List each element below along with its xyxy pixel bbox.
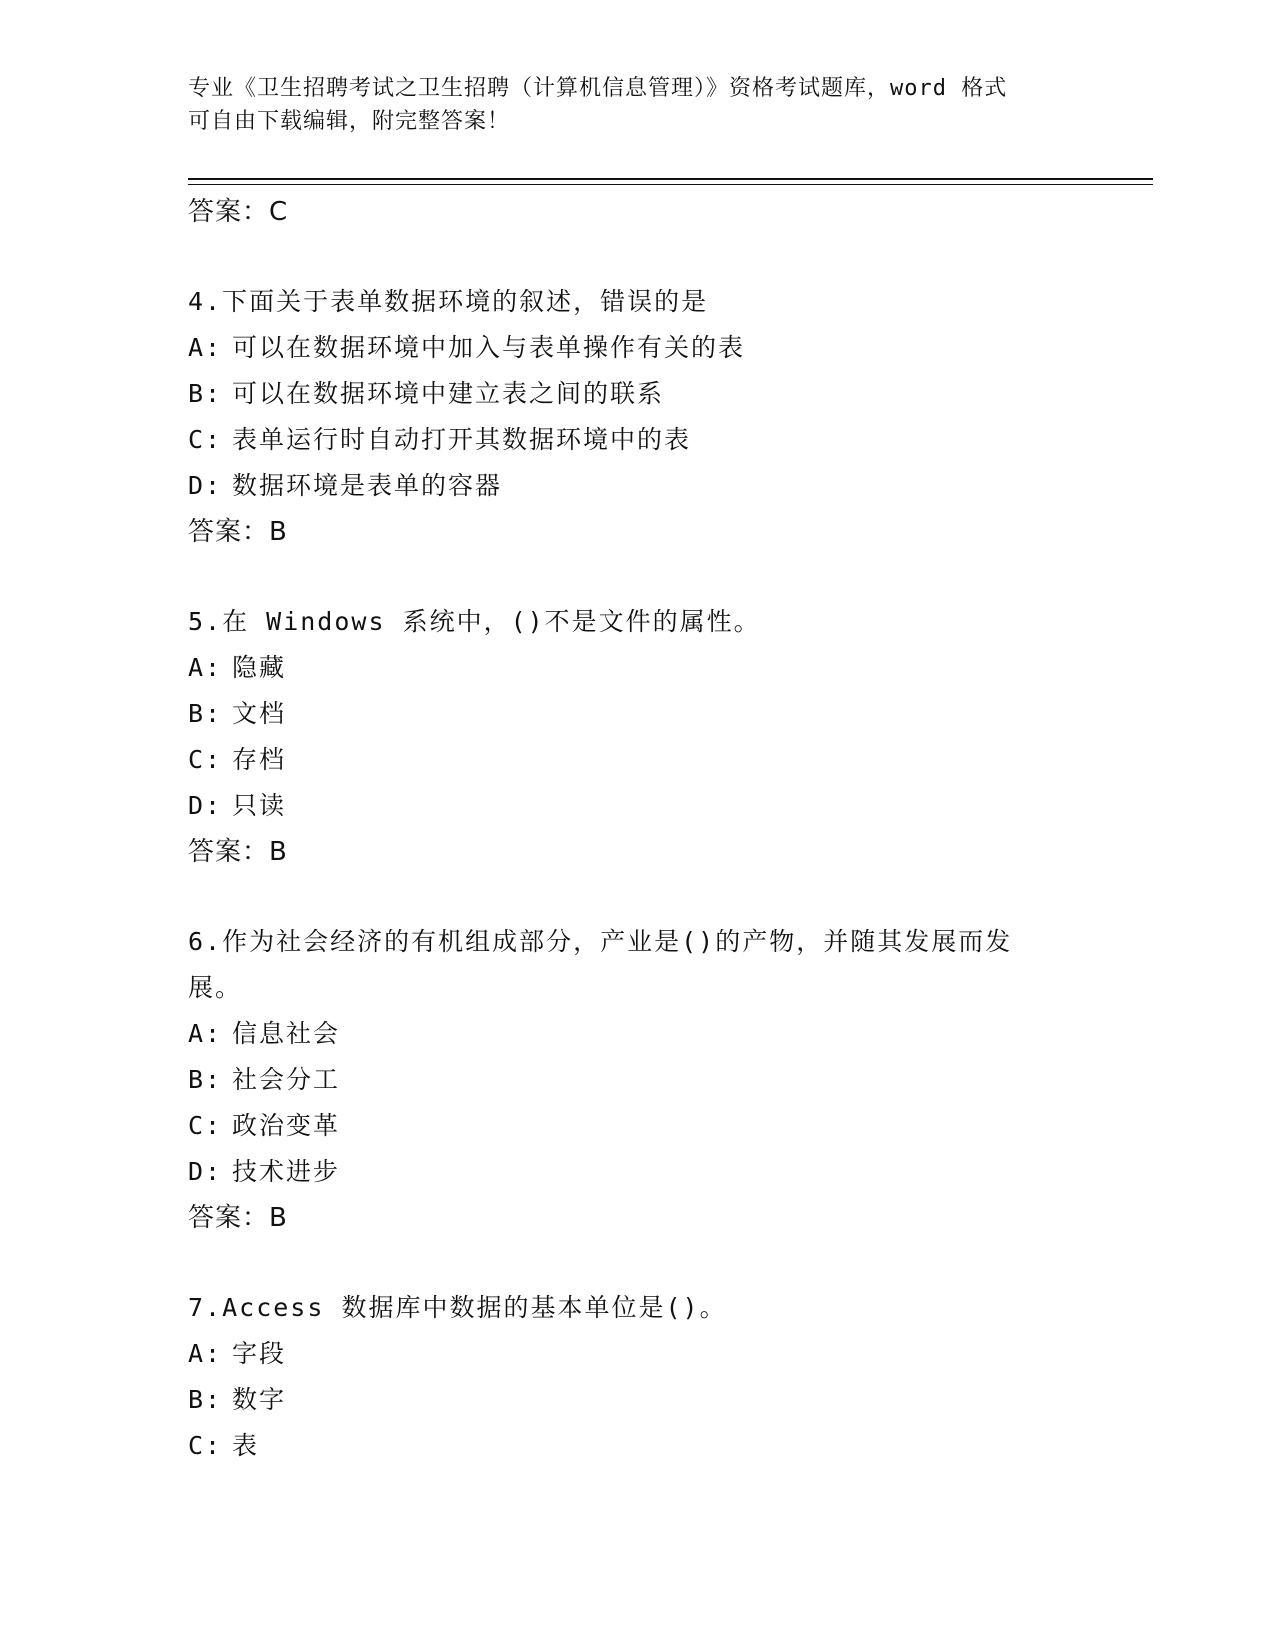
option-text: 政治变革 <box>232 1111 341 1140</box>
option-key: D: <box>188 1157 223 1186</box>
answer-line: 答案：C <box>188 197 289 227</box>
answer-line: 答案：B <box>188 517 288 547</box>
option-text: 表单运行时自动打开其数据环境中的表 <box>232 425 692 454</box>
document-header <box>188 72 1068 138</box>
option-b <box>188 371 1088 417</box>
option-text: 只读 <box>232 791 287 820</box>
option-key: A: <box>188 1339 223 1368</box>
option-a <box>188 645 1088 691</box>
option-text: 社会分工 <box>232 1065 341 1094</box>
question-block <box>188 599 1088 875</box>
option-b <box>188 1057 1088 1103</box>
option-a <box>188 325 1088 371</box>
header-rule-thin <box>188 184 1153 185</box>
question-stem: 7.Access 数据库中数据的基本单位是()。 <box>188 1293 727 1322</box>
option-a <box>188 1011 1088 1057</box>
option-key: A: <box>188 333 223 362</box>
header-line-2: 可自由下载编辑，附完整答案！ <box>188 109 511 134</box>
option-text: 隐藏 <box>232 653 287 682</box>
option-d <box>188 783 1088 829</box>
question-block <box>188 1285 1088 1469</box>
question-stem-continued: 展。 <box>188 973 243 1002</box>
option-text: 信息社会 <box>232 1019 341 1048</box>
option-key: B: <box>188 379 223 408</box>
option-key: C: <box>188 425 223 454</box>
option-a <box>188 1331 1088 1377</box>
option-text: 技术进步 <box>232 1157 341 1186</box>
option-text: 数字 <box>232 1385 287 1414</box>
answer-line: 答案：B <box>188 837 288 867</box>
question-block <box>188 919 1088 1241</box>
option-key: A: <box>188 1019 223 1048</box>
option-b <box>188 691 1088 737</box>
option-key: C: <box>188 745 223 774</box>
option-d <box>188 463 1088 509</box>
option-key: B: <box>188 699 223 728</box>
answer-line: 答案：B <box>188 1203 288 1233</box>
option-text: 字段 <box>232 1339 287 1368</box>
option-c <box>188 1423 1088 1469</box>
option-d <box>188 1149 1088 1195</box>
option-key: A: <box>188 653 223 682</box>
header-rule <box>188 178 1153 180</box>
option-text: 可以在数据环境中建立表之间的联系 <box>232 379 665 408</box>
option-text: 可以在数据环境中加入与表单操作有关的表 <box>232 333 746 362</box>
option-key: B: <box>188 1385 223 1414</box>
option-key: C: <box>188 1431 223 1460</box>
question-block <box>188 279 1088 555</box>
question-stem: 6.作为社会经济的有机组成部分，产业是()的产物，并随其发展而发 <box>188 927 1013 956</box>
option-key: C: <box>188 1111 223 1140</box>
option-text: 存档 <box>232 745 287 774</box>
option-c <box>188 737 1088 783</box>
option-text: 数据环境是表单的容器 <box>232 471 503 500</box>
option-b <box>188 1377 1088 1423</box>
option-key: D: <box>188 471 223 500</box>
header-line-1: 专业《卫生招聘考试之卫生招聘（计算机信息管理）》资格考试题库，word 格式 <box>188 76 1008 101</box>
question-stem: 5.在 Windows 系统中，()不是文件的属性。 <box>188 607 761 636</box>
option-key: D: <box>188 791 223 820</box>
question-stem: 4.下面关于表单数据环境的叙述，错误的是 <box>188 287 709 316</box>
option-text: 表 <box>232 1431 260 1460</box>
option-c <box>188 1103 1088 1149</box>
option-text: 文档 <box>232 699 287 728</box>
question-list <box>188 189 1088 1469</box>
option-key: B: <box>188 1065 223 1094</box>
option-c <box>188 417 1088 463</box>
